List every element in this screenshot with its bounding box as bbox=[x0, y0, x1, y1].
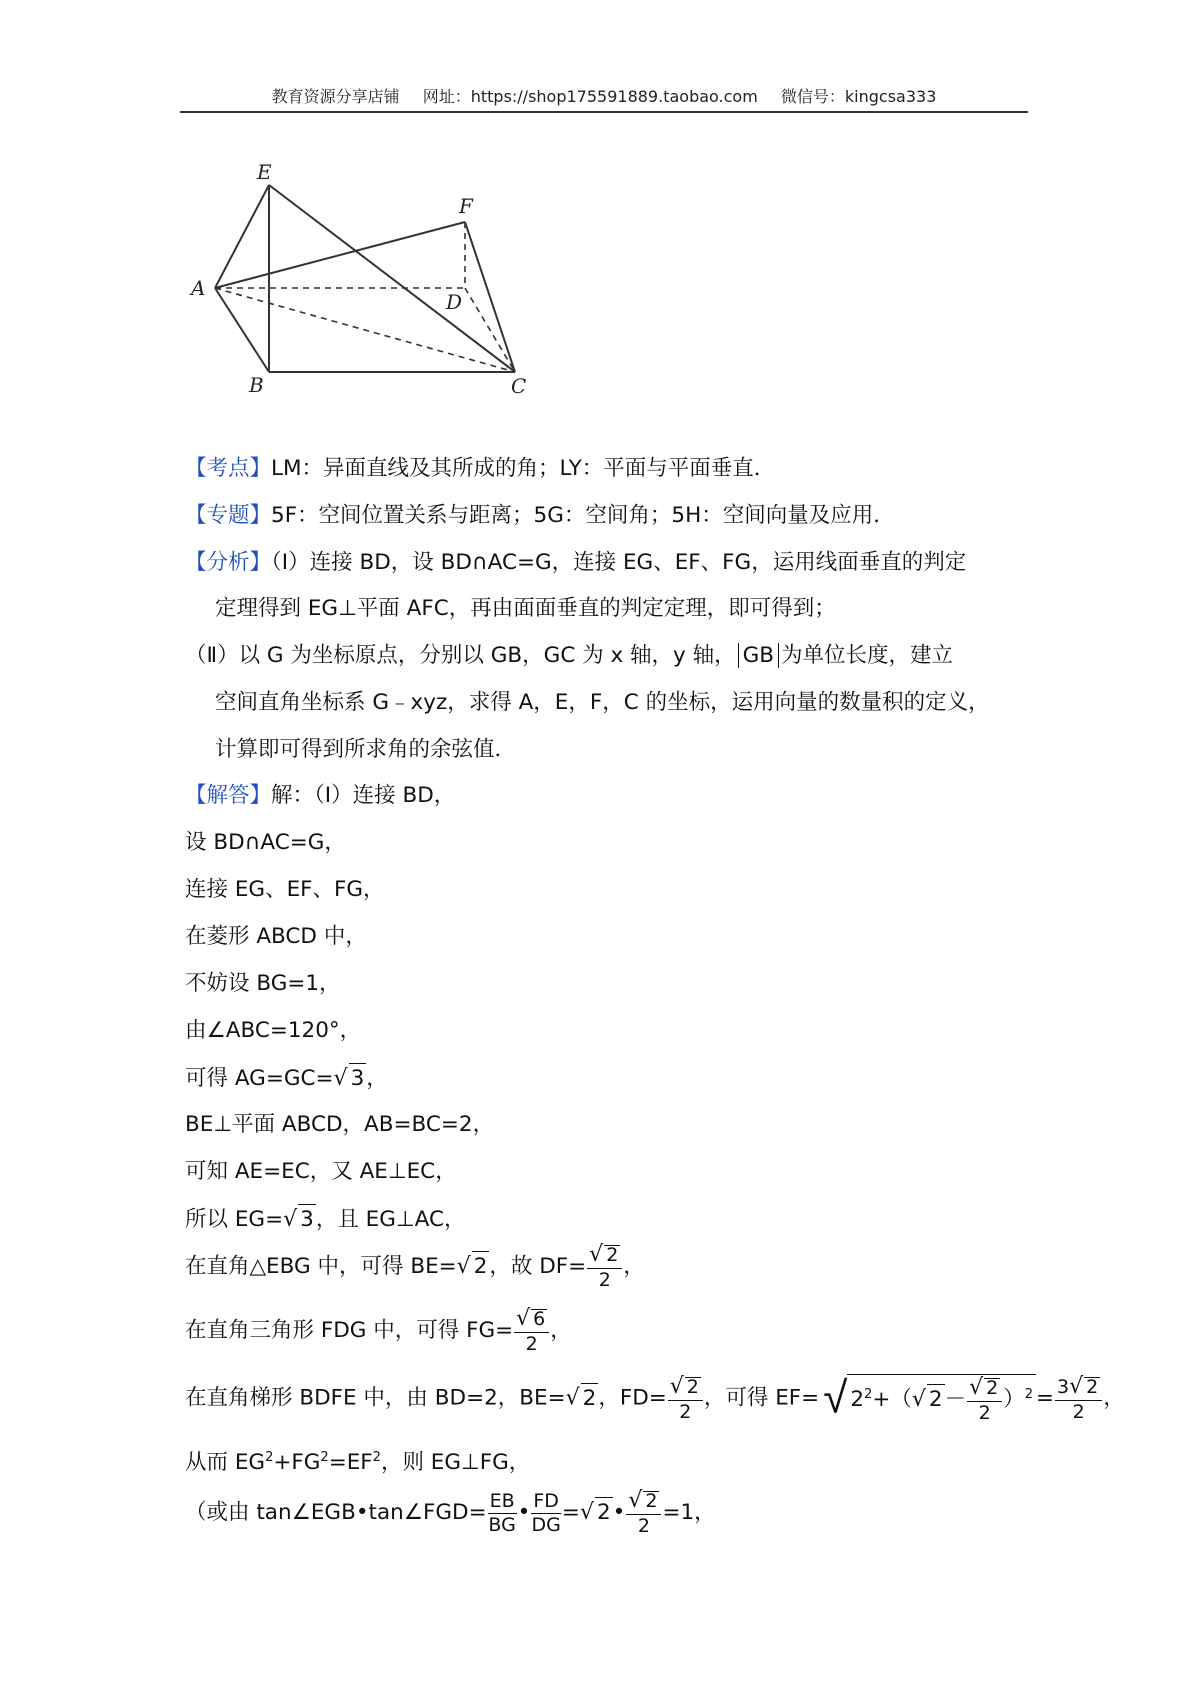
fraction-fg bbox=[514, 1308, 549, 1354]
sqrt-sign: √ bbox=[969, 1375, 984, 1400]
big-sqrt-sign: √ bbox=[823, 1372, 848, 1424]
jieda-text12b: ，FD= bbox=[598, 1385, 667, 1411]
jieda-line6 bbox=[185, 1063, 388, 1094]
ef-term: － bbox=[944, 1387, 967, 1412]
ef-sup: 2 bbox=[1024, 1386, 1033, 1402]
fraction-eb-bg bbox=[488, 1489, 517, 1536]
sqrt-sign: √ bbox=[516, 1306, 531, 1331]
sup: 2 bbox=[320, 1450, 329, 1465]
sup: 2 bbox=[372, 1450, 381, 1465]
fenxi-line3 bbox=[185, 641, 953, 671]
shop-name: 教育资源分享店铺 bbox=[271, 87, 400, 106]
t13b: +FG bbox=[273, 1450, 321, 1476]
label-C: C bbox=[511, 374, 527, 395]
sqrt2: 2 bbox=[472, 1251, 490, 1282]
label-F: F bbox=[459, 194, 473, 218]
kaodian-tag: 【考点】 bbox=[185, 456, 272, 481]
jieda-text11c: ， bbox=[550, 1318, 572, 1343]
num: EB bbox=[489, 1489, 515, 1512]
equals: = bbox=[561, 1500, 580, 1525]
jieda-line0 bbox=[185, 781, 455, 811]
dot: • bbox=[612, 1500, 626, 1525]
fraction-den: 2 bbox=[525, 1333, 538, 1355]
sqrt-sign: √ bbox=[333, 1066, 348, 1091]
sqrt-sign: √ bbox=[1069, 1373, 1084, 1399]
jieda-text0: 解：（Ⅰ）连接 BD， bbox=[271, 783, 456, 808]
sqrt-sign: √ bbox=[669, 1373, 684, 1399]
ef-term: +（ bbox=[872, 1387, 912, 1412]
jieda-line10 bbox=[185, 1244, 645, 1290]
sqrt-sign: √ bbox=[456, 1254, 471, 1279]
label-A: A bbox=[191, 276, 206, 300]
edge-AF bbox=[215, 222, 465, 288]
num: FD bbox=[533, 1489, 559, 1512]
wechat-id: 微信号：kingcsa333 bbox=[780, 87, 937, 106]
header-rule bbox=[180, 111, 1028, 113]
jieda-line11 bbox=[185, 1308, 572, 1354]
t14end: =1， bbox=[662, 1500, 716, 1525]
geometry-svg bbox=[185, 155, 550, 395]
sqrt6: 6 bbox=[533, 1308, 546, 1330]
jieda-line7: BE⊥平面 ABCD，AB=BC=2， bbox=[185, 1112, 495, 1137]
jieda-line12 bbox=[185, 1374, 1125, 1423]
sqrt-sign: √ bbox=[579, 1500, 594, 1525]
fenxi-text1: （Ⅰ）连接 BD，设 BD∩AC=G，连接 EG、EF、FG，运用线面垂直的判定 bbox=[271, 550, 967, 575]
edge-EA bbox=[215, 185, 269, 288]
fraction-fd-dg bbox=[531, 1489, 561, 1536]
ef-sup: 2 bbox=[864, 1386, 873, 1402]
sqrt-sign: √ bbox=[283, 1207, 298, 1232]
fraction-den: 2 bbox=[679, 1400, 692, 1423]
sqrt2: 2 bbox=[595, 1497, 613, 1528]
coef: 3 bbox=[1057, 1375, 1070, 1398]
den: 2 bbox=[637, 1515, 650, 1537]
t13d: ，则 EG⊥FG， bbox=[380, 1450, 531, 1476]
edge-FC bbox=[465, 222, 515, 372]
sqrt2: 2 bbox=[986, 1377, 999, 1399]
ef-inner-fraction bbox=[967, 1377, 1002, 1423]
fenxi-line2: 定理得到 EG⊥平面 AFC，再由面面垂直的判定定理，即可得到； bbox=[215, 596, 836, 621]
jieda-tag: 【解答】 bbox=[185, 783, 272, 808]
fraction-r2-2 bbox=[626, 1490, 661, 1536]
fraction-den: 2 bbox=[978, 1402, 991, 1424]
label-B: B bbox=[249, 373, 264, 395]
ef-term: ） bbox=[1003, 1387, 1025, 1412]
kaodian-text: LM：异面直线及其所成的角；LY：平面与平面垂直． bbox=[271, 456, 776, 481]
ef-radical bbox=[819, 1374, 1036, 1423]
jieda-line13 bbox=[185, 1443, 530, 1478]
dot: • bbox=[517, 1500, 531, 1525]
sqrt3: 3 bbox=[298, 1204, 316, 1235]
jieda-line2: 连接 EG、EF、FG， bbox=[185, 877, 385, 902]
sqrt-sign: √ bbox=[565, 1385, 580, 1411]
fraction-df bbox=[587, 1244, 622, 1290]
jieda-text12a: 在直角梯形 BDFE 中，由 BD=2，BE= bbox=[185, 1385, 566, 1411]
jieda-text10b: ，故 DF= bbox=[489, 1254, 587, 1279]
jieda-text10a: 在直角△EBG 中，可得 BE= bbox=[185, 1254, 457, 1279]
jieda-line1: 设 BD∩AC=G， bbox=[185, 830, 346, 855]
zhuanti-line bbox=[185, 501, 895, 531]
jieda-line3: 在菱形 ABCD 中， bbox=[185, 924, 367, 949]
jieda-line4: 不妨设 BG=1， bbox=[185, 971, 341, 996]
fraction-den: 2 bbox=[1072, 1400, 1085, 1423]
t13c: =EF bbox=[328, 1450, 373, 1476]
sqrt2: 2 bbox=[581, 1383, 599, 1414]
ef-term: 2 bbox=[850, 1387, 865, 1412]
page-header bbox=[180, 84, 1028, 107]
label-D: D bbox=[446, 290, 463, 314]
sup: 2 bbox=[265, 1450, 274, 1465]
sqrt2: 2 bbox=[645, 1490, 658, 1512]
jieda-text10c: ， bbox=[623, 1254, 645, 1279]
jieda-line8: 可知 AE=EC，又 AE⊥EC， bbox=[185, 1159, 457, 1184]
sqrt2: 2 bbox=[606, 1244, 619, 1266]
den: DG bbox=[531, 1513, 561, 1536]
fenxi-text3a: （Ⅱ）以 G 为坐标原点，分别以 GB，GC 为 x 轴，y 轴， bbox=[185, 643, 736, 668]
t14a: （或由 tan∠EGB•tan∠FGD= bbox=[185, 1500, 487, 1525]
jieda-line9 bbox=[185, 1204, 465, 1235]
fenxi-line4: 空间直角坐标系 G﹣xyz，求得 A，E，F，C 的坐标，运用向量的数量积的定义， bbox=[215, 690, 990, 715]
jieda-text11a: 在直角三角形 FDG 中，可得 FG= bbox=[185, 1318, 514, 1343]
label-E: E bbox=[257, 160, 272, 184]
sqrt2: 2 bbox=[686, 1375, 699, 1398]
edge-EC bbox=[269, 185, 515, 372]
fenxi-tag: 【分析】 bbox=[185, 550, 272, 575]
geometry-figure bbox=[185, 155, 550, 395]
sqrt2: 2 bbox=[1086, 1375, 1099, 1398]
fenxi-line5: 计算即可得到所求角的余弦值． bbox=[215, 737, 517, 762]
fenxi-text3c: 为单位长度，建立 bbox=[781, 643, 954, 668]
gb-abs: GB bbox=[738, 643, 779, 668]
sqrt-sign: √ bbox=[628, 1488, 643, 1513]
fenxi-line1 bbox=[185, 548, 966, 578]
equals: = bbox=[1036, 1385, 1055, 1411]
jieda-text9a: 所以 EG= bbox=[185, 1207, 284, 1232]
jieda-line14 bbox=[185, 1490, 716, 1536]
den: BG bbox=[488, 1513, 516, 1536]
zhuanti-tag: 【专题】 bbox=[185, 503, 272, 528]
sqrt2: 2 bbox=[927, 1384, 945, 1415]
kaodian-line bbox=[185, 454, 775, 484]
ef-result bbox=[1055, 1373, 1102, 1423]
fraction-fd bbox=[668, 1373, 703, 1423]
jieda-text6a: 可得 AG=GC= bbox=[185, 1066, 334, 1091]
t13a: 从而 EG bbox=[185, 1450, 266, 1476]
shop-url[interactable]: 网址：https://shop175591889.taobao.com bbox=[422, 87, 758, 106]
jieda-text9b: ，且 EG⊥AC， bbox=[315, 1207, 466, 1232]
sqrt-sign: √ bbox=[589, 1242, 604, 1267]
comma: ， bbox=[1103, 1385, 1125, 1411]
ef-radicand bbox=[847, 1374, 1036, 1423]
fraction-den: 2 bbox=[598, 1269, 611, 1291]
sqrt3: 3 bbox=[349, 1063, 367, 1094]
zhuanti-text: 5F：空间位置关系与距离；5G：空间角；5H：空间向量及应用． bbox=[271, 503, 895, 528]
jieda-text12c: ，可得 EF= bbox=[703, 1385, 820, 1411]
sqrt-sign: √ bbox=[911, 1387, 926, 1412]
jieda-text6b: ， bbox=[366, 1066, 388, 1091]
jieda-line5: 由∠ABC=120°， bbox=[185, 1018, 362, 1043]
